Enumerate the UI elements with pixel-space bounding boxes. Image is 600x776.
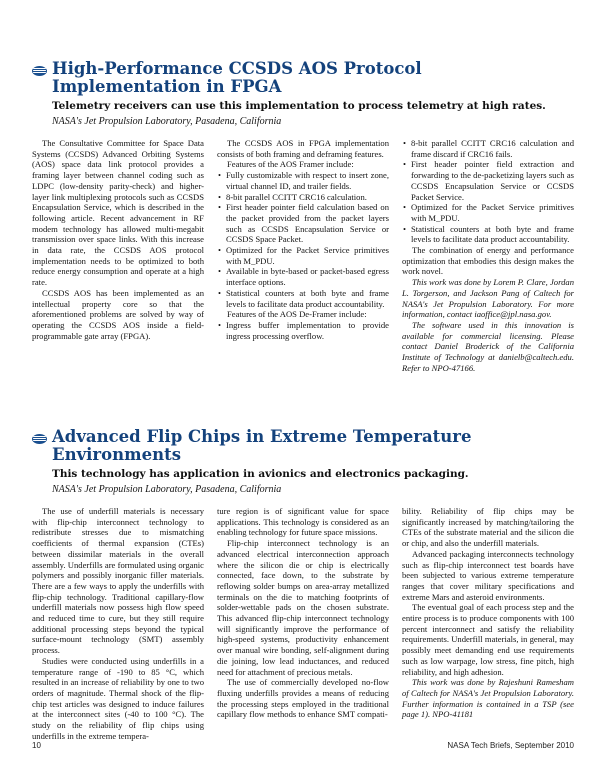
list-item: • 8-bit parallel CCITT CRC16 calculation and frame discard if CRC16 fails. (402, 138, 574, 159)
list-item: • Optimized for the Packet Service primitives with M_PDU. (217, 245, 389, 266)
nasa-meatball-icon (32, 434, 47, 444)
article-flip-chips (32, 428, 574, 741)
article-affiliation: NASA's Jet Propulsion Laboratory, Pasadena, California (52, 116, 282, 127)
deframer-feature-list-continued (402, 138, 574, 245)
paragraph: ture region is of significant value for space applications. This technology is considered as an enabling technology for future space missions. (217, 506, 389, 538)
paragraph: Studies were conducted using underfills in a temperature range of -190 to 85 °C, which resulted in an increase of reliability by one to two orders of magnitude. Thermal shock of the flip-chip test articles was designed to induce failures at the interconnect sites (-40 to 100 °C). The study on the reliability of flip chips using underfills in the extreme tempera- (32, 655, 204, 741)
page-footer (32, 741, 574, 750)
paragraph: Flip-chip interconnect technology is an advanced electrical interconnection approach where the silicon die or chip is electrically connected, face down, to the substrate by reflowing solder bumps on area-array metallized terminals on the die to matching footprints of solder-wettable pads on the chosen substrate. This advanced flip-chip interconnect technology will significantly improve the performance of high-speed systems, productivity enhancement over manual wire bonding, self-alignment during die joining, low lead inductances, and reduced need for attachment of precious metals. (217, 538, 389, 677)
article-subtitle: Telemetry receivers can use this implementation to process telemetry at high rates. (52, 100, 546, 112)
publication-name: NASA Tech Briefs, September 2010 (447, 741, 574, 750)
article-title: High-Performance CCSDS AOS Protocol Implementation in FPGA (52, 59, 422, 96)
paragraph: bility. Reliability of flip chips may be significantly increased by matching/tailoring the CTEs of the substrate material and the silicon die or chip, and also the underfill materials. (402, 506, 574, 549)
credit-line: This work was done by Lorem P. Clare, Jordan L. Torgerson, and Jackson Pang of Caltech for NASA's Jet Propulsion Laboratory. For more information, contact iaoffice@jpl.nasa.gov. (402, 277, 574, 320)
framer-feature-list (217, 170, 389, 309)
column-1 (32, 138, 204, 373)
list-item: • Optimized for the Packet Service primitives with M_PDU. (402, 202, 574, 223)
list-item: • First header pointer field calculation based on the packet provided from the packet layers such as CCSDS Encapsulation Service or CCSDS Space Packet. (217, 202, 389, 245)
paragraph: The use of underfill materials is necessary with flip-chip interconnect technology to redistribute stresses due to mismatching coefficients of thermal expansion (CTEs) between dissimilar materials in the overall assembly. Underfills are formulated using organic polymers and possibly inorganic filler materials. There are a few ways to apply the underfills with flip-chip technology. Traditional capillary-flow underfill materials now possess high flow speed and reduced time to cure, but they still require additional processing steps beyond the typical surface-mount technology (SMT) assembly process. (32, 506, 204, 656)
column-2 (217, 138, 389, 373)
page-number: 10 (32, 741, 41, 750)
column-3 (402, 506, 574, 741)
list-item: • Statistical counters at both byte and frame levels to facilitate data product accountability. (402, 224, 574, 245)
paragraph: The use of commercially developed no-flow fluxing underfills provides a means of reducing the processing steps employed in the traditional capillary flow methods to enhance SMT compati- (217, 677, 389, 720)
paragraph: CCSDS AOS has been implemented as an intellectual property core so that the aforementioned problems are solved by way of operating the CCSDS AOS inside a field-programmable gate array (FPGA). (32, 287, 204, 341)
article-title-row (32, 428, 574, 464)
list-item: • Fully customizable with respect to insert zone, virtual channel ID, and trailer fields. (217, 170, 389, 191)
paragraph: The Consultative Committee for Space Data Systems (CCSDS) Advanced Orbiting Systems (AOS) space data link protocol provides a framing layer between channel coding such as LDPC (low-density parity-check) and higher-layer link multiplexing protocols such as CCSDS Encapsulation Service, which is described in the following article. Recent advancement in RF modem technology has allowed multi-megabit transmission over space links. With this increase in data rate, the CCSDS AOS protocol implementation needs to be optimized to both reduce energy consumption and operate at a high rate. (32, 138, 204, 288)
article-title-row (32, 60, 574, 96)
credit-line: This work was done by Rajeshuni Ramesham of Caltech for NASA's Jet Propulsion Laboratory. Further information is contained in a TSP (see page 1). NPO-41181 (402, 677, 574, 720)
paragraph: The combination of energy and performance optimization that embodies this design makes the work novel. (402, 245, 574, 277)
list-item: • Available in byte-based or packet-based egress interface options. (217, 266, 389, 287)
list-item: • 8-bit parallel CCITT CRC16 calculation. (217, 192, 389, 203)
license-note: The software used in this innovation is available for commercial licensing. Please contact Daniel Broderick of the California Institute of Technology at danielb@caltech.edu. Refer to NPO-47166. (402, 319, 574, 373)
article-aos-protocol (32, 60, 574, 373)
article-title: Advanced Flip Chips in Extreme Temperature Environments (52, 427, 472, 464)
article-affiliation: NASA's Jet Propulsion Laboratory, Pasadena, California (52, 484, 282, 495)
article-columns (32, 138, 574, 373)
paragraph: The eventual goal of each process step and the entire process is to produce components with 100 percent interconnect and satisfy the reliability requirements. Underfill materials, in general, may possibly meet demanding end use requirements such as low warpage, low stress, fine pitch, high reliability, and high adhesion. (402, 602, 574, 677)
column-2 (217, 506, 389, 741)
list-heading: Features of the AOS De-Framer include: (227, 309, 367, 320)
paragraph: The CCSDS AOS in FPGA implementation consists of both framing and deframing features. (217, 138, 389, 159)
article-subtitle: This technology has application in avionics and electronics packaging. (52, 468, 469, 480)
list-item: • First header pointer field extraction and forwarding to the de-packetizing layers such as CCSDS Encapsulation Service or CCSDS Packet Service. (402, 159, 574, 202)
article-columns (32, 506, 574, 741)
list-item: • Statistical counters at both byte and frame levels to facilitate data product accountability. (217, 288, 389, 309)
list-item: • Ingress buffer implementation to provide ingress processing overflow. (217, 320, 389, 341)
list-heading: Features of the AOS Framer include: (227, 159, 354, 170)
column-1 (32, 506, 204, 741)
deframer-feature-list (217, 320, 389, 341)
column-3 (402, 138, 574, 373)
paragraph: Advanced packaging interconnects technology such as flip-chip interconnect test boards have been subjected to various extreme temperature ranges that cover military specifications and extreme Mars and asteroid environments. (402, 548, 574, 602)
nasa-meatball-icon (32, 66, 47, 76)
